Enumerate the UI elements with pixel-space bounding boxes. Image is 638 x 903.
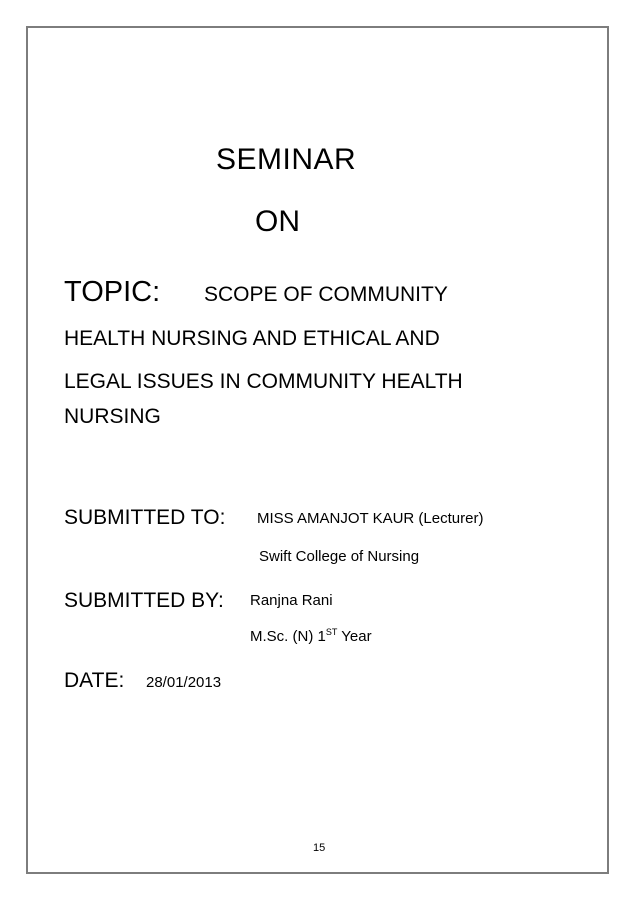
submitted-to-institution: Swift College of Nursing (259, 548, 420, 565)
title-on: ON (255, 205, 300, 238)
submitted-by-name: Ranjna Rani (250, 592, 333, 609)
year-superscript: ST (325, 627, 338, 637)
submitted-by-year (250, 627, 372, 645)
submitted-to-label: SUBMITTED TO: (64, 506, 226, 529)
topic-label: TOPIC: (64, 276, 161, 308)
title-seminar: SEMINAR (216, 143, 357, 176)
topic-line-first: SCOPE OF COMMUNITY (204, 283, 448, 306)
topic-line: NURSING (64, 405, 161, 428)
topic-line: HEALTH NURSING AND ETHICAL AND (64, 327, 440, 350)
year-prefix: M.Sc. (N) 1 (250, 628, 326, 645)
submitted-to-name: MISS AMANJOT KAUR (Lecturer) (257, 510, 484, 527)
date-label: DATE: (64, 669, 125, 692)
date-value: 28/01/2013 (146, 674, 222, 691)
page-number: 15 (313, 842, 326, 854)
year-suffix: Year (337, 628, 372, 645)
submitted-by-label: SUBMITTED BY: (64, 589, 224, 612)
topic-line: LEGAL ISSUES IN COMMUNITY HEALTH (64, 370, 463, 393)
